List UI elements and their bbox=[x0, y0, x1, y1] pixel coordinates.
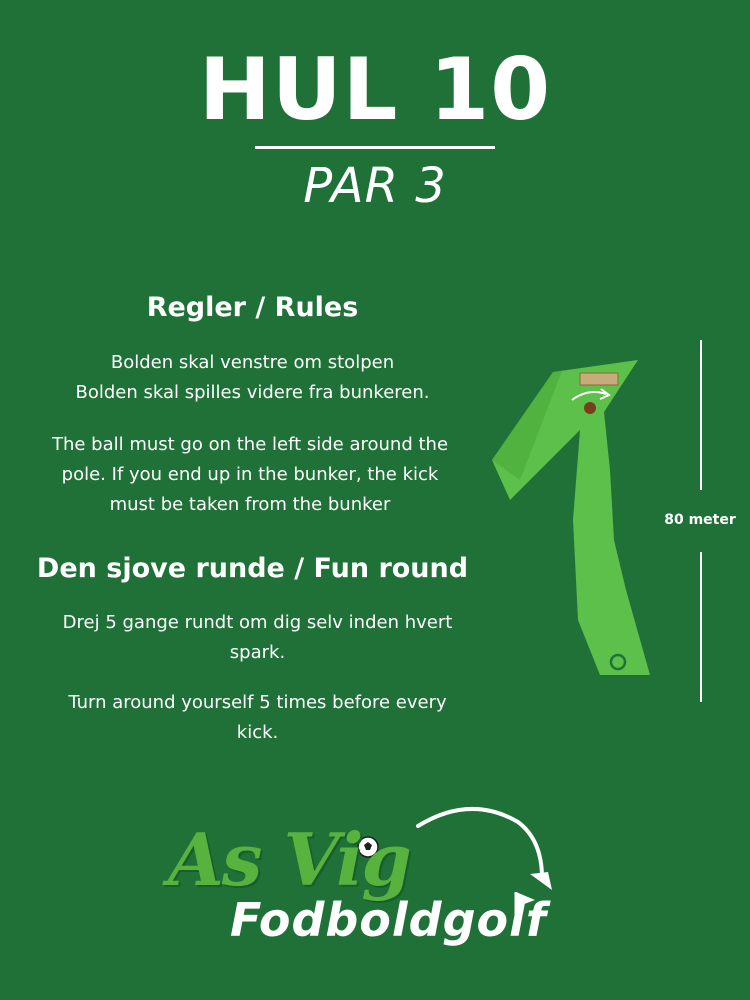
distance-label: 80 meter bbox=[664, 512, 736, 528]
pole-icon bbox=[584, 402, 596, 414]
bunker bbox=[580, 373, 618, 385]
rules-english-line: The ball must go on the left side around the bbox=[51, 434, 449, 455]
logo-line-two: Fodboldgolf bbox=[230, 893, 547, 947]
logo-arrow-head bbox=[530, 872, 552, 890]
logo-line-one: As Vig bbox=[168, 817, 410, 902]
fun-round-english-line: Turn around yourself 5 times before every bbox=[68, 692, 447, 713]
title-divider bbox=[255, 146, 495, 149]
rules-english-line: pole. If you end up in the bunker, the kick bbox=[61, 464, 439, 485]
fun-round-danish-line: spark. bbox=[229, 642, 286, 663]
fairway bbox=[492, 360, 650, 675]
club-logo bbox=[150, 800, 610, 970]
fun-round-danish-line: Drej 5 gange rundt om dig selv inden hvert bbox=[62, 612, 453, 633]
hole-title: HUL 10 bbox=[198, 40, 552, 140]
rules-english-line: must be taken from the bunker bbox=[109, 494, 391, 515]
logo-arrow-icon bbox=[418, 809, 542, 878]
rules-danish-text bbox=[15, 348, 490, 408]
rules-danish-line: Bolden skal spilles videre fra bunkeren. bbox=[75, 382, 430, 403]
fun-round-english-text bbox=[40, 688, 475, 748]
fun-round-english-line: kick. bbox=[236, 722, 279, 743]
rules-danish-line: Bolden skal venstre om stolpen bbox=[110, 352, 395, 373]
fun-round-danish-text bbox=[40, 608, 475, 668]
rules-english-text bbox=[10, 430, 490, 520]
rules-heading: Regler / Rules bbox=[146, 292, 359, 323]
fun-round-heading: Den sjove runde / Fun round bbox=[36, 553, 469, 584]
par-label: PAR 3 bbox=[303, 158, 447, 214]
